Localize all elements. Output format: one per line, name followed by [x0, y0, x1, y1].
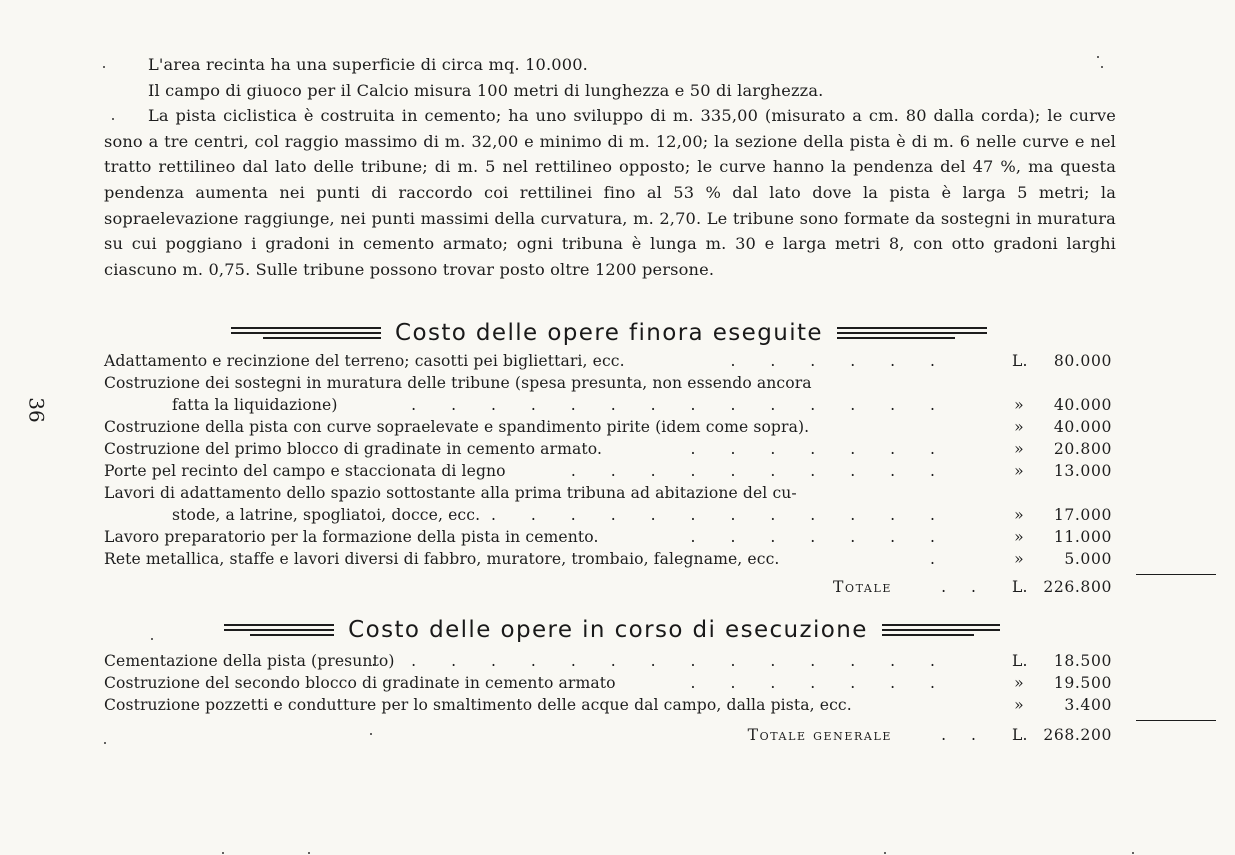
table-row — [104, 416, 1112, 438]
row-leader-dots: . . . . . . . . . . — [570, 462, 950, 480]
scan-speck — [1101, 66, 1103, 68]
intro-paragraph-track: La pista ciclistica è costruita in cemento; ha uno sviluppo di m. 335,00 (misurato a cm. 80 dalla corda); le curve sono a tre centri, col raggio massimo di m. 32,00 e minimo di m. 12,00; la sezione della pista è di m. 6 nelle curve e nel tratto rettilineo dal lato delle tribune; di m. 5 nel rettilineo opposto; le curve hanno la pendenza del 47 %, ma questa pendenza aumenta nei punti di raccordo coi rettilinei fino al 53 % dal lato dove la pista è larga 5 metri; la sopraelevazione raggiunge, nei punti massimi della curvatura, m. 2,70. Le tribune sono formate da sostegni in muratura su cui poggiano i gradoni in cemento armato; ogni tribuna è lunga m. 30 e larga metri 8, con otto gradoni larghi ciascuno m. 0,75. Sulle tribune possono trovar posto oltre 1200 persone. — [104, 106, 1116, 279]
table-row — [104, 438, 1112, 460]
page-number: 36 — [24, 397, 49, 423]
row-leader-dots: . . . . . . . — [690, 440, 950, 458]
table-row — [104, 650, 1112, 672]
row-description: Porte pel recinto del campo e staccionata di legno — [104, 462, 506, 480]
section-title-completed: Costo delle opere finora eseguite — [395, 320, 823, 346]
row-amount: 5.000 — [1064, 550, 1112, 568]
row-amount: 3.400 — [1064, 696, 1112, 714]
table-row — [104, 394, 1112, 416]
row-description: stode, a latrine, spogliatoi, docce, ecc. — [172, 506, 481, 524]
table-row — [104, 672, 1112, 694]
scan-speck — [308, 852, 310, 854]
row-amount: 80.000 — [1053, 352, 1112, 370]
row-currency: » — [1014, 396, 1024, 414]
scan-speck — [884, 852, 886, 854]
heading-rule-right — [837, 327, 987, 339]
intro-paragraph-area: L'area recinta ha una superficie di circa mq. 10.000. — [148, 55, 588, 74]
table-row — [104, 482, 1112, 504]
row-currency: L. — [1012, 652, 1028, 670]
cost-table-completed — [104, 350, 1112, 598]
row-amount: 19.500 — [1053, 674, 1112, 692]
intro-text — [104, 52, 1116, 282]
scan-speck — [1132, 852, 1134, 854]
row-currency: » — [1014, 506, 1024, 524]
row-description: Costruzione del secondo blocco di gradinate in cemento armato — [104, 674, 616, 692]
heading-rule-left — [231, 327, 381, 339]
heading-rule-right — [882, 624, 1000, 636]
row-description: Costruzione della pista con curve sopraelevate e spandimento pirite (idem come sopra). — [104, 418, 810, 436]
row-description: Costruzione pozzetti e condutture per lo smaltimento delle acque dal campo, dalla pista, ecc. — [104, 696, 852, 714]
row-currency: » — [1014, 440, 1024, 458]
table-row — [104, 548, 1112, 570]
row-amount: 13.000 — [1053, 462, 1112, 480]
row-currency: » — [1014, 550, 1024, 568]
row-leader-dots: . — [930, 550, 950, 568]
row-currency: » — [1014, 418, 1024, 436]
scan-speck — [112, 118, 114, 120]
scan-speck — [103, 66, 105, 68]
table-row — [104, 460, 1112, 482]
row-amount: 17.000 — [1053, 506, 1112, 524]
row-leader-dots: . . . . . . — [730, 352, 950, 370]
total-amount: 226.800 — [1043, 578, 1112, 596]
row-description: Rete metallica, staffe e lavori diversi di fabbro, muratore, trombaio, falegname, ecc. — [104, 550, 780, 568]
total-leader-dots: . . — [941, 726, 986, 744]
row-currency: L. — [1012, 352, 1028, 370]
total-label: Totale — [832, 578, 892, 596]
row-description: Costruzione dei sostegni in muratura delle tribune (spesa presunta, non essendo ancora — [104, 374, 812, 392]
total-amount: 268.200 — [1043, 726, 1112, 744]
heading-rule-left — [224, 624, 334, 636]
section-heading-in-progress — [204, 612, 1020, 648]
table-row — [104, 694, 1112, 716]
cost-table-in-progress — [104, 650, 1112, 746]
row-amount: 20.800 — [1053, 440, 1112, 458]
row-currency: » — [1014, 674, 1024, 692]
row-leader-dots: . . . . . . . . . . . . — [490, 506, 950, 524]
section-title-in-progress: Costo delle opere in corso di esecuzione — [348, 617, 868, 643]
row-description: fatta la liquidazione) — [172, 396, 338, 414]
total-row — [104, 724, 1112, 746]
row-amount: 40.000 — [1053, 396, 1112, 414]
row-description: Lavoro preparatorio per la formazione della pista in cemento. — [104, 528, 599, 546]
scan-speck — [370, 733, 372, 735]
scan-speck — [104, 742, 106, 744]
row-leader-dots: . . . . . . . — [690, 528, 950, 546]
total-currency: L. — [1012, 726, 1028, 744]
row-amount: 11.000 — [1053, 528, 1112, 546]
intro-paragraph-field: Il campo di giuoco per il Calcio misura 100 metri di lunghezza e 50 di larghezza. — [148, 80, 824, 100]
table-row — [104, 504, 1112, 526]
total-row — [104, 576, 1112, 598]
sum-rule — [1136, 574, 1216, 575]
row-description: Adattamento e recinzione del terreno; casotti pei bigliettari, ecc. — [104, 352, 625, 370]
row-leader-dots: . . . . . . . . . . . . . . — [411, 396, 950, 414]
row-description: Lavori di adattamento dello spazio sottostante alla prima tribuna ad abitazione del cu- — [104, 484, 797, 502]
row-currency: » — [1014, 462, 1024, 480]
scan-speck — [1097, 56, 1099, 58]
table-row — [104, 350, 1112, 372]
section-heading-completed — [226, 315, 992, 351]
row-description: Cementazione della pista (presunto) — [104, 652, 395, 670]
total-label: Totale generale — [747, 726, 892, 744]
sum-rule — [1136, 720, 1216, 721]
row-currency: » — [1014, 696, 1024, 714]
total-currency: L. — [1012, 578, 1028, 596]
row-leader-dots: . . . . . . . — [690, 674, 950, 692]
scan-speck — [151, 638, 153, 640]
row-amount: 18.500 — [1053, 652, 1112, 670]
total-leader-dots: . . — [941, 578, 986, 596]
row-currency: » — [1014, 528, 1024, 546]
row-amount: 40.000 — [1053, 418, 1112, 436]
row-description: Costruzione del primo blocco di gradinate in cemento armato. — [104, 440, 602, 458]
row-leader-dots: . . . . . . . . . . . . . . . — [371, 652, 950, 670]
scan-speck — [222, 852, 224, 854]
table-row — [104, 526, 1112, 548]
table-row — [104, 372, 1112, 394]
